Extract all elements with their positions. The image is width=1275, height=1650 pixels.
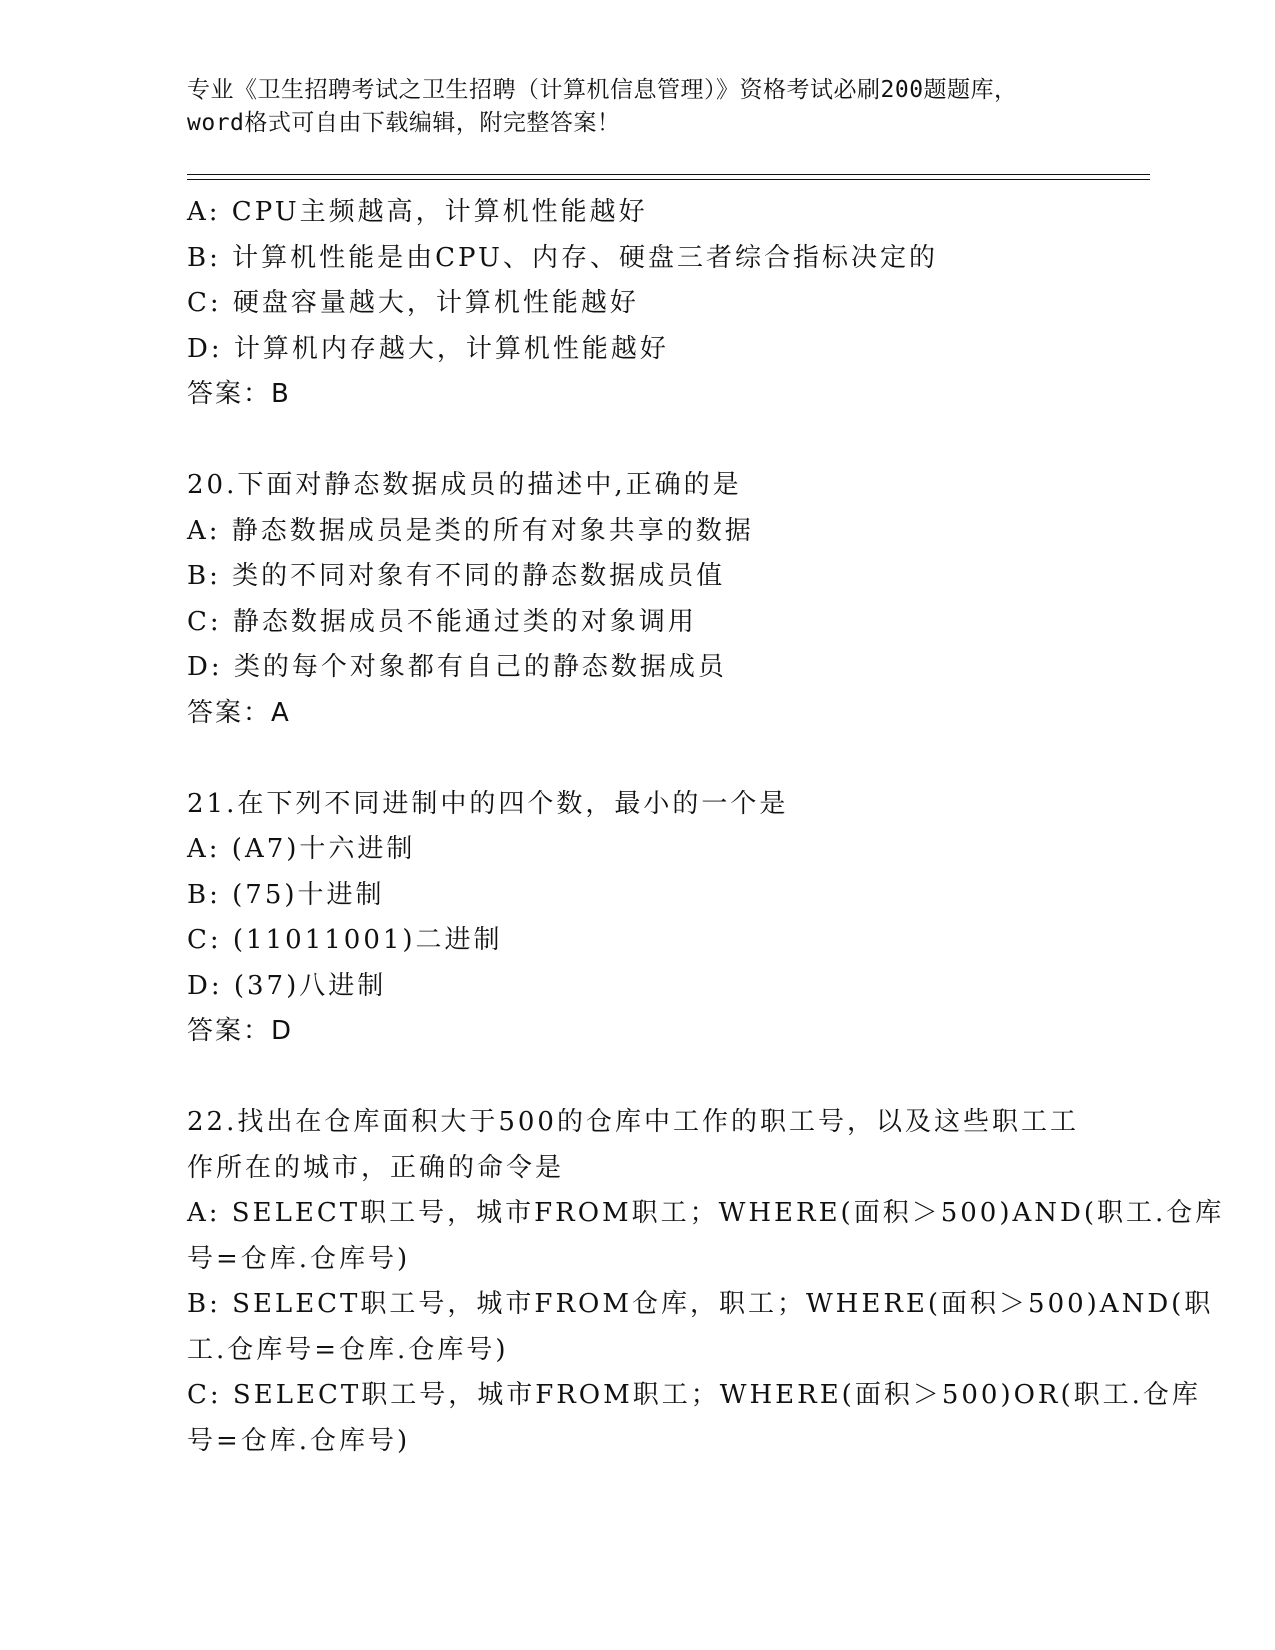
option-b: B: 类的不同对象有不同的静态数据成员值: [187, 561, 726, 591]
header-line-1: 专业《卫生招聘考试之卫生招聘（计算机信息管理）》资格考试必刷200题题库，: [187, 77, 1018, 103]
header-rule-top: [187, 174, 1150, 175]
option-b-line-2: 工.仓库号=仓库.仓库号): [187, 1334, 509, 1365]
option-d: D: (37)八进制: [187, 970, 387, 1001]
option-c: C: (11011001)二进制: [187, 925, 503, 955]
question-21: [187, 782, 1097, 1055]
question-content: [187, 190, 1225, 1464]
question-19-tail: [187, 190, 1097, 418]
option-c-line-1: C: SELECT职工号，城市FROM职工；WHERE(面积＞500)OR(职工.仓库: [187, 1380, 1201, 1410]
spacer: [187, 418, 1097, 464]
question-stem: 20.下面对静态数据成员的描述中,正确的是: [187, 470, 742, 500]
option-c: C: 静态数据成员不能通过类的对象调用: [187, 606, 697, 637]
option-c: C: 硬盘容量越大，计算机性能越好: [187, 288, 639, 318]
option-a-line-1: A: SELECT职工号，城市FROM职工；WHERE(面积＞500)AND(职工.仓库: [187, 1198, 1225, 1228]
option-a: A: (A7)十六进制: [187, 834, 416, 864]
question-stem-line-2: 作所在的城市，正确的命令是: [187, 1152, 565, 1183]
question-stem: 21.在下列不同进制中的四个数，最小的一个是: [187, 788, 789, 819]
option-b: B: (75)十进制: [187, 879, 385, 910]
spacer: [187, 736, 1097, 782]
option-a: A: CPU主频越高，计算机性能越好: [187, 197, 648, 227]
question-stem-line-1: 22.找出在仓库面积大于500的仓库中工作的职工号，以及这些职工工: [187, 1107, 1079, 1137]
answer-label: 答案：A: [187, 697, 291, 728]
header-rule-bottom: [187, 179, 1150, 180]
header-line-2: word格式可自由下载编辑，附完整答案！: [187, 110, 621, 136]
answer-label: 答案：D: [187, 1016, 294, 1046]
option-d: D: 类的每个对象都有自己的静态数据成员: [187, 652, 727, 682]
option-b-line-1: B: SELECT职工号，城市FROM仓库，职工；WHERE(面积＞500)AND(职: [187, 1289, 1214, 1319]
option-a-line-2: 号=仓库.仓库号): [187, 1243, 411, 1274]
answer-label: 答案：B: [187, 379, 291, 409]
question-22: [187, 1100, 1225, 1464]
spacer: [187, 1055, 1097, 1101]
option-b: B: 计算机性能是由CPU、内存、硬盘三者综合指标决定的: [187, 242, 938, 273]
option-d: D: 计算机内存越大，计算机性能越好: [187, 333, 669, 364]
option-a: A: 静态数据成员是类的所有对象共享的数据: [187, 515, 754, 546]
question-20: [187, 463, 1097, 736]
document-header: [187, 74, 1107, 140]
option-c-line-2: 号=仓库.仓库号): [187, 1425, 411, 1456]
